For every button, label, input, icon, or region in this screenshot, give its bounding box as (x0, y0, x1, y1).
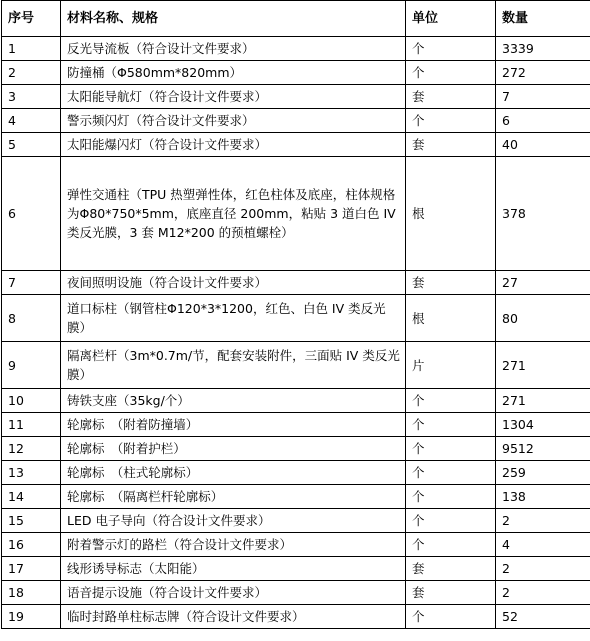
cell-unit: 个 (406, 61, 496, 85)
cell-name: 太阳能爆闪灯（符合设计文件要求） (61, 133, 406, 157)
cell-no: 1 (2, 37, 61, 61)
cell-name: 线形诱导标志（太阳能） (61, 557, 406, 581)
cell-qty: 40 (496, 133, 590, 157)
cell-no: 6 (2, 157, 61, 271)
table-row (2, 109, 590, 133)
cell-unit: 个 (406, 485, 496, 509)
cell-name: 道口标柱（钢管柱Φ120*3*1200，红色、白色 IV 类反光膜） (61, 295, 406, 342)
cell-qty: 6 (496, 109, 590, 133)
cell-unit: 片 (406, 342, 496, 389)
cell-name: 附着警示灯的路栏（符合设计文件要求） (61, 533, 406, 557)
cell-qty: 271 (496, 389, 590, 413)
cell-unit: 套 (406, 581, 496, 605)
table-body (2, 37, 590, 629)
cell-no: 14 (2, 485, 61, 509)
table-row (2, 485, 590, 509)
table-row (2, 157, 590, 271)
cell-qty: 80 (496, 295, 590, 342)
cell-unit: 个 (406, 437, 496, 461)
cell-name: 临时封路单柱标志牌（符合设计文件要求） (61, 605, 406, 629)
cell-no: 13 (2, 461, 61, 485)
cell-qty: 27 (496, 271, 590, 295)
cell-qty: 9512 (496, 437, 590, 461)
cell-no: 8 (2, 295, 61, 342)
cell-unit: 套 (406, 557, 496, 581)
cell-name: 轮廓标 （附着护栏） (61, 437, 406, 461)
table-row (2, 437, 590, 461)
table-row (2, 342, 590, 389)
cell-unit: 个 (406, 461, 496, 485)
table-row (2, 557, 590, 581)
cell-qty: 52 (496, 605, 590, 629)
cell-qty: 271 (496, 342, 590, 389)
cell-unit: 个 (406, 533, 496, 557)
cell-unit: 套 (406, 133, 496, 157)
cell-qty: 378 (496, 157, 590, 271)
header-qty: 数量 (496, 1, 590, 37)
cell-name: 轮廓标 （隔离栏杆轮廓标） (61, 485, 406, 509)
cell-unit: 个 (406, 413, 496, 437)
table-row (2, 509, 590, 533)
header-unit: 单位 (406, 1, 496, 37)
cell-qty: 1304 (496, 413, 590, 437)
header-no: 序号 (2, 1, 61, 37)
cell-unit: 个 (406, 389, 496, 413)
table-row (2, 581, 590, 605)
table-row (2, 413, 590, 437)
cell-no: 3 (2, 85, 61, 109)
cell-unit: 个 (406, 109, 496, 133)
cell-name: 防撞桶（Φ580mm*820mm） (61, 61, 406, 85)
cell-no: 18 (2, 581, 61, 605)
table-row (2, 389, 590, 413)
cell-qty: 138 (496, 485, 590, 509)
cell-no: 5 (2, 133, 61, 157)
cell-name: LED 电子导向（符合设计文件要求） (61, 509, 406, 533)
cell-name: 警示频闪灯（符合设计文件要求） (61, 109, 406, 133)
materials-table (1, 0, 590, 629)
cell-name: 轮廓标 （柱式轮廓标） (61, 461, 406, 485)
cell-qty: 272 (496, 61, 590, 85)
cell-qty: 2 (496, 509, 590, 533)
cell-no: 11 (2, 413, 61, 437)
cell-no: 12 (2, 437, 61, 461)
cell-no: 4 (2, 109, 61, 133)
table-row (2, 85, 590, 109)
cell-name: 轮廓标 （附着防撞墙） (61, 413, 406, 437)
cell-no: 15 (2, 509, 61, 533)
cell-name: 夜间照明设施（符合设计文件要求） (61, 271, 406, 295)
table-row (2, 133, 590, 157)
cell-unit: 套 (406, 85, 496, 109)
cell-name: 语音提示设施（符合设计文件要求） (61, 581, 406, 605)
cell-no: 9 (2, 342, 61, 389)
cell-unit: 根 (406, 157, 496, 271)
cell-name: 反光导流板（符合设计文件要求） (61, 37, 406, 61)
table-row (2, 37, 590, 61)
cell-qty: 4 (496, 533, 590, 557)
cell-name: 铸铁支座（35kg/个） (61, 389, 406, 413)
cell-qty: 3339 (496, 37, 590, 61)
table-row (2, 461, 590, 485)
cell-qty: 2 (496, 581, 590, 605)
cell-name: 隔离栏杆（3m*0.7m/节，配套安装附件，三面贴 IV 类反光膜） (61, 342, 406, 389)
cell-unit: 个 (406, 509, 496, 533)
cell-unit: 套 (406, 271, 496, 295)
cell-unit: 根 (406, 295, 496, 342)
cell-no: 19 (2, 605, 61, 629)
cell-name: 太阳能导航灯（符合设计文件要求） (61, 85, 406, 109)
cell-unit: 个 (406, 37, 496, 61)
cell-qty: 259 (496, 461, 590, 485)
cell-no: 7 (2, 271, 61, 295)
cell-unit: 个 (406, 605, 496, 629)
cell-qty: 2 (496, 557, 590, 581)
table-row (2, 605, 590, 629)
cell-no: 17 (2, 557, 61, 581)
table-row (2, 533, 590, 557)
cell-name: 弹性交通柱（TPU 热塑弹性体，红色柱体及底座，柱体规格为Φ80*750*5mm，底座直径 200mm，粘贴 3 道白色 IV 类反光膜，3 套 M12*200 的预植螺栓） (61, 157, 406, 271)
cell-no: 2 (2, 61, 61, 85)
cell-no: 10 (2, 389, 61, 413)
table-row (2, 271, 590, 295)
table-row (2, 295, 590, 342)
header-name: 材料名称、规格 (61, 1, 406, 37)
table-row (2, 61, 590, 85)
cell-no: 16 (2, 533, 61, 557)
table-header-row (2, 1, 590, 37)
cell-qty: 7 (496, 85, 590, 109)
